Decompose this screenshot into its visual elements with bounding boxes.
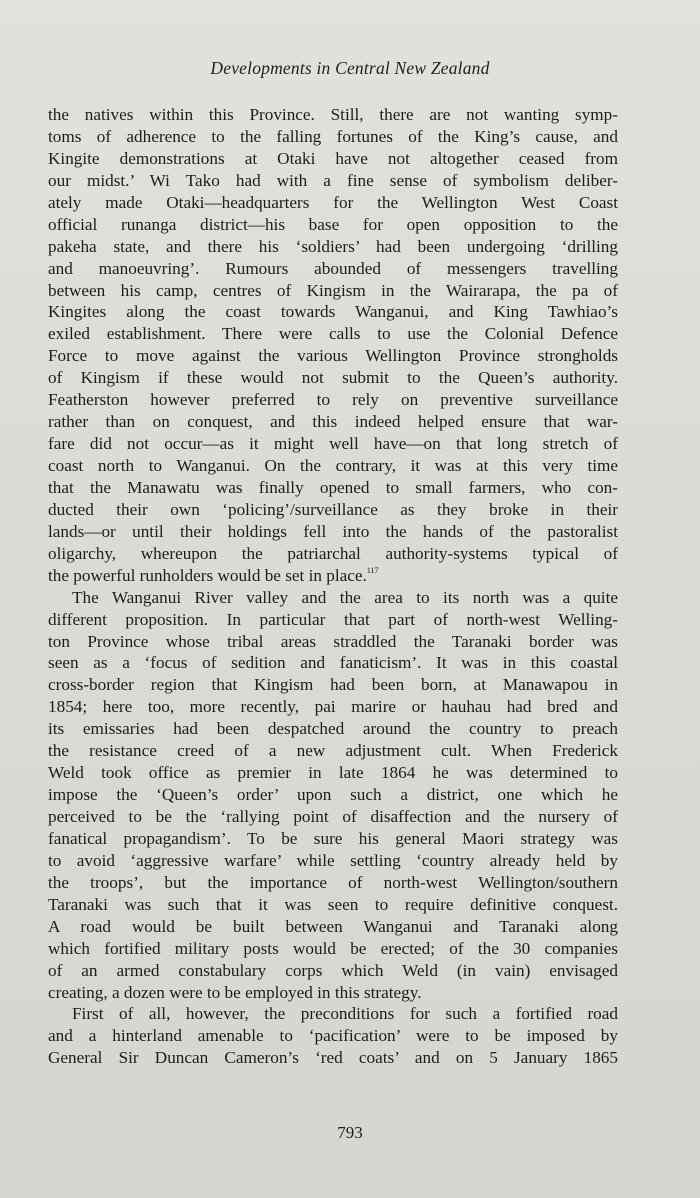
text-line: creating, a dozen were to be employed in this strategy. bbox=[48, 982, 422, 1002]
text-line: Kingite demonstrations at Otaki have not altogether ceased from bbox=[48, 148, 618, 168]
text-line: coast north to Wanganui. On the contrary, it was at this very time bbox=[48, 456, 618, 475]
text-line: the powerful runholders would be set in place.$^{117}$ bbox=[48, 565, 379, 585]
text-line: toms of adherence to the falling fortunes of the King’s cause, and bbox=[48, 126, 618, 146]
text-line: Weld took office as premier in late 1864 he was determined to bbox=[48, 763, 618, 783]
paragraph bbox=[48, 587, 618, 1004]
text-line: that the Manawatu was finally opened to small farmers, who con- bbox=[48, 477, 618, 497]
text-line: of an armed constabulary corps which Weld (in vain) envisaged bbox=[48, 960, 618, 980]
body-text bbox=[48, 104, 618, 1069]
text-line: ton Province whose tribal areas straddled the Taranaki border was bbox=[48, 631, 618, 651]
text-line: ducted their own ‘policing’/surveillance as they broke in their bbox=[48, 499, 618, 519]
text-line: Kingites along the coast towards Wanganui, and King Tawhiao’s bbox=[48, 302, 618, 322]
page-number: 793 bbox=[337, 1123, 363, 1142]
text-line: impose the ‘Queen’s order’ upon such a district, one which he bbox=[48, 785, 618, 805]
text-line: to avoid ‘aggressive warfare’ while settling ‘country already held by bbox=[48, 850, 618, 870]
text-line: First of all, however, the preconditions for such a fortified road bbox=[72, 1004, 618, 1024]
text-line: different proposition. In particular that part of north-west Welling- bbox=[48, 609, 618, 629]
text-line: exiled establishment. There were calls to use the Colonial Defence bbox=[48, 324, 618, 344]
text-line: the troops’, but the importance of north-west Wellington/southern bbox=[48, 872, 618, 892]
text-line: ately made Otaki—headquarters for the Wellington West Coast bbox=[48, 192, 618, 212]
text-line: official runanga district—his base for open opposition to the bbox=[48, 214, 618, 234]
running-head: Developments in Central New Zealand bbox=[210, 58, 490, 78]
text-line: and manoeuvring’. Rumours abounded of messengers travelling bbox=[48, 258, 618, 278]
text-line: oligarchy, whereupon the patriarchal authority-systems typical of bbox=[48, 543, 618, 563]
text-line: Taranaki was such that it was seen to require definitive conquest. bbox=[48, 894, 618, 914]
text-line: between his camp, centres of Kingism in the Wairarapa, the pa of bbox=[48, 280, 618, 300]
text-line: the resistance creed of a new adjustment cult. When Frederick bbox=[48, 741, 618, 761]
text-line: A road would be built between Wanganui and Taranaki along bbox=[48, 916, 618, 936]
text-line: and a hinterland amenable to ‘pacification’ were to be imposed by bbox=[48, 1026, 618, 1046]
text-line: lands—or until their holdings fell into the hands of the pastoralist bbox=[48, 521, 618, 541]
text-line: of Kingism if these would not submit to the Queen’s authority. bbox=[48, 368, 618, 388]
text-line: rather than on conquest, and this indeed helped ensure that war- bbox=[48, 412, 618, 432]
text-line: pakeha state, and there his ‘soldiers’ had been undergoing ‘drilling bbox=[48, 236, 618, 256]
text-line: Force to move against the various Wellington Province strongholds bbox=[48, 346, 618, 366]
text-line: General Sir Duncan Cameron’s ‘red coats’ and on 5 January 1865 bbox=[48, 1048, 618, 1068]
text-line: The Wanganui River valley and the area to its north was a quite bbox=[72, 587, 618, 607]
text-line: fanatical propagandism’. To be sure his general Maori strategy was bbox=[48, 828, 618, 848]
text-line: perceived to be the ‘rallying point of disaffection and the nursery of bbox=[48, 807, 618, 826]
text-line: Featherston however preferred to rely on preventive surveillance bbox=[48, 390, 618, 410]
paragraph bbox=[48, 104, 618, 587]
text-line: fare did not occur—as it might well have—on that long stretch of bbox=[48, 434, 618, 454]
footnote-marker[interactable]: 117 bbox=[366, 565, 379, 575]
text-line: the natives within this Province. Still, there are not wanting symp- bbox=[48, 105, 618, 124]
text-line: its emissaries had been despatched around the country to preach bbox=[48, 719, 618, 739]
text-line: our midst.’ Wi Tako had with a fine sense of symbolism deliber- bbox=[48, 170, 618, 190]
text-line: which fortified military posts would be erected; of the 30 companies bbox=[48, 938, 618, 958]
text-line: seen as a ‘focus of sedition and fanaticism’. It was in this coastal bbox=[48, 653, 618, 673]
paragraph bbox=[48, 1003, 618, 1069]
text-line: cross-border region that Kingism had been born, at Manawapou in bbox=[48, 675, 618, 695]
text-line: 1854; here too, more recently, pai marire or hauhau had bred and bbox=[48, 697, 618, 717]
